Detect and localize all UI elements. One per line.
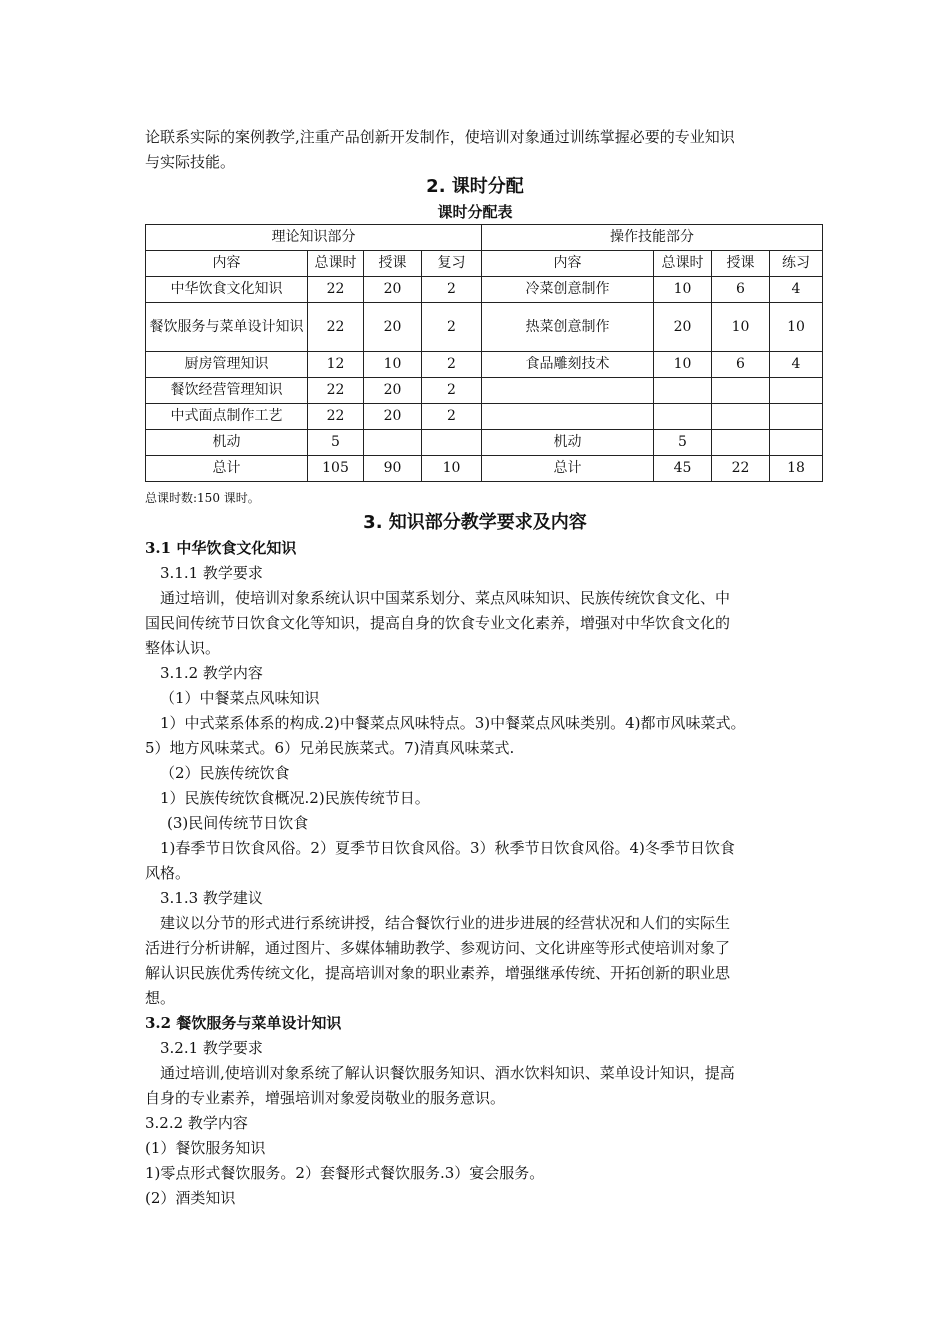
s31-title: 3.1 中华饮食文化知识 bbox=[145, 539, 297, 557]
paragraph-line: 通过培训，使培训对象系统认识中国菜系划分、菜点风味知识、民族传统饮食文化、中 bbox=[160, 589, 731, 607]
table-cell bbox=[712, 404, 770, 430]
table-cell: 20 bbox=[654, 303, 712, 352]
table-cell: 总计 bbox=[482, 456, 654, 482]
table-cell bbox=[712, 430, 770, 456]
paragraph-line: 1）民族传统饮食概况.2)民族传统节日。 bbox=[160, 789, 430, 807]
table-cell bbox=[770, 430, 823, 456]
table-cell bbox=[364, 430, 422, 456]
paragraph-line: 5）地方风味菜式。6）兄弟民族菜式。7)清真风味菜式. bbox=[145, 739, 515, 757]
table-cell: 10 bbox=[654, 352, 712, 378]
table-cell: 中式面点制作工艺 bbox=[146, 404, 308, 430]
table-cell bbox=[422, 430, 482, 456]
header-cell: 授课 bbox=[364, 251, 422, 277]
table-row bbox=[146, 352, 823, 378]
section3-heading: 3. 知识部分教学要求及内容 bbox=[363, 512, 587, 533]
table-cell: 18 bbox=[770, 456, 823, 482]
group-theory: 理论知识部分 bbox=[146, 225, 482, 251]
s321-heading: 3.2.1 教学要求 bbox=[160, 1039, 263, 1057]
table-total-row bbox=[146, 456, 823, 482]
table-cell: 90 bbox=[364, 456, 422, 482]
header-cell: 总课时 bbox=[654, 251, 712, 277]
table-caption: 课时分配表 bbox=[437, 203, 513, 221]
paragraph-line: 1)春季节日饮食风俗。2）夏季节日饮食风俗。3）秋季节日饮食风俗。4)冬季节日饮食 bbox=[160, 839, 735, 857]
table-cell: 5 bbox=[654, 430, 712, 456]
table-cell: 20 bbox=[364, 378, 422, 404]
table-cell: 机动 bbox=[482, 430, 654, 456]
s32-title: 3.2 餐饮服务与菜单设计知识 bbox=[145, 1014, 342, 1032]
table-group-row bbox=[146, 225, 823, 251]
table-cell bbox=[770, 378, 823, 404]
header-cell: 内容 bbox=[482, 251, 654, 277]
table-cell: 22 bbox=[308, 303, 364, 352]
paragraph-line: 自身的专业素养，增强培训对象爱岗敬业的服务意识。 bbox=[145, 1089, 506, 1107]
table-cell: 105 bbox=[308, 456, 364, 482]
table-cell: 20 bbox=[364, 404, 422, 430]
table-cell: 热菜创意制作 bbox=[482, 303, 654, 352]
table-row bbox=[146, 430, 823, 456]
table-cell bbox=[654, 378, 712, 404]
table-cell: 机动 bbox=[146, 430, 308, 456]
table-cell: 22 bbox=[308, 277, 364, 303]
header-cell: 授课 bbox=[712, 251, 770, 277]
s322-heading: 3.2.2 教学内容 bbox=[145, 1114, 248, 1132]
paragraph-line: 风格。 bbox=[145, 864, 191, 882]
paragraph-line: 整体认识。 bbox=[145, 639, 221, 657]
paragraph-line: 建议以分节的形式进行系统讲授，结合餐饮行业的进步进展的经营状况和人们的实际生 bbox=[160, 914, 731, 932]
table-cell: 10 bbox=[422, 456, 482, 482]
table-cell: 餐饮经营管理知识 bbox=[146, 378, 308, 404]
paragraph-line: 1)零点形式餐饮服务。2）套餐形式餐饮服务.3）宴会服务。 bbox=[145, 1164, 545, 1182]
table-cell bbox=[654, 404, 712, 430]
table-cell bbox=[770, 404, 823, 430]
paragraph-line: 通过培训,使培训对象系统了解认识餐饮服务知识、酒水饮料知识、菜单设计知识，提高 bbox=[160, 1064, 735, 1082]
table-cell: 10 bbox=[654, 277, 712, 303]
paragraph-line: 解认识民族优秀传统文化，提高培训对象的职业素养，增强继承传统、开拓创新的职业思 bbox=[145, 964, 731, 982]
intro-line-1: 论联系实际的案例教学,注重产品创新开发制作，使培训对象通过训练掌握必要的专业知识 bbox=[145, 128, 735, 146]
item-title: (1）餐饮服务知识 bbox=[145, 1139, 266, 1157]
table-cell: 12 bbox=[308, 352, 364, 378]
table-row bbox=[146, 404, 823, 430]
table-cell: 餐饮服务与菜单设计知识 bbox=[146, 303, 308, 352]
paragraph-line: 想。 bbox=[145, 989, 176, 1007]
table-cell: 食品雕刻技术 bbox=[482, 352, 654, 378]
table-cell: 10 bbox=[770, 303, 823, 352]
table-cell: 22 bbox=[308, 404, 364, 430]
item-title: （2）民族传统饮食 bbox=[160, 764, 290, 782]
hours-table bbox=[145, 224, 823, 482]
table-cell: 22 bbox=[712, 456, 770, 482]
table-cell bbox=[482, 378, 654, 404]
table-cell bbox=[482, 404, 654, 430]
table-cell: 厨房管理知识 bbox=[146, 352, 308, 378]
table-row bbox=[146, 303, 823, 352]
table-note: 总课时数:150 课时。 bbox=[145, 491, 260, 505]
table-cell bbox=[712, 378, 770, 404]
item-title: （1）中餐菜点风味知识 bbox=[160, 689, 320, 707]
header-cell: 内容 bbox=[146, 251, 308, 277]
paragraph-line: 1）中式菜系体系的构成.2)中餐菜点风味特点。3)中餐菜点风味类别。4)都市风味菜式。 bbox=[160, 714, 746, 732]
table-cell: 20 bbox=[364, 277, 422, 303]
table-cell: 5 bbox=[308, 430, 364, 456]
table-cell: 冷菜创意制作 bbox=[482, 277, 654, 303]
table-cell: 10 bbox=[364, 352, 422, 378]
table-cell: 20 bbox=[364, 303, 422, 352]
table-cell: 6 bbox=[712, 277, 770, 303]
table-cell: 4 bbox=[770, 277, 823, 303]
table-cell: 22 bbox=[308, 378, 364, 404]
table-cell: 45 bbox=[654, 456, 712, 482]
table-cell: 2 bbox=[422, 303, 482, 352]
section2-heading: 2. 课时分配 bbox=[426, 176, 524, 197]
s313-heading: 3.1.3 教学建议 bbox=[160, 889, 263, 907]
table-cell: 2 bbox=[422, 277, 482, 303]
table-cell: 6 bbox=[712, 352, 770, 378]
header-cell: 练习 bbox=[770, 251, 823, 277]
table-cell: 2 bbox=[422, 352, 482, 378]
table-row bbox=[146, 378, 823, 404]
table-cell: 中华饮食文化知识 bbox=[146, 277, 308, 303]
paragraph-line: 活进行分析讲解，通过图片、多媒体辅助教学、参观访问、文化讲座等形式使培训对象了 bbox=[145, 939, 731, 957]
table-header-row bbox=[146, 251, 823, 277]
table-row bbox=[146, 277, 823, 303]
group-skill: 操作技能部分 bbox=[482, 225, 823, 251]
intro-line-2: 与实际技能。 bbox=[145, 153, 236, 171]
table-cell: 总计 bbox=[146, 456, 308, 482]
table-cell: 4 bbox=[770, 352, 823, 378]
header-cell: 总课时 bbox=[308, 251, 364, 277]
table-cell: 10 bbox=[712, 303, 770, 352]
header-cell: 复习 bbox=[422, 251, 482, 277]
paragraph-line: 国民间传统节日饮食文化等知识，提高自身的饮食专业文化素养，增强对中华饮食文化的 bbox=[145, 614, 731, 632]
s312-heading: 3.1.2 教学内容 bbox=[160, 664, 263, 682]
table-cell: 2 bbox=[422, 378, 482, 404]
s311-heading: 3.1.1 教学要求 bbox=[160, 564, 263, 582]
table-cell: 2 bbox=[422, 404, 482, 430]
item-title: (2）酒类知识 bbox=[145, 1189, 236, 1207]
item-title: (3)民间传统节日饮食 bbox=[167, 814, 309, 832]
